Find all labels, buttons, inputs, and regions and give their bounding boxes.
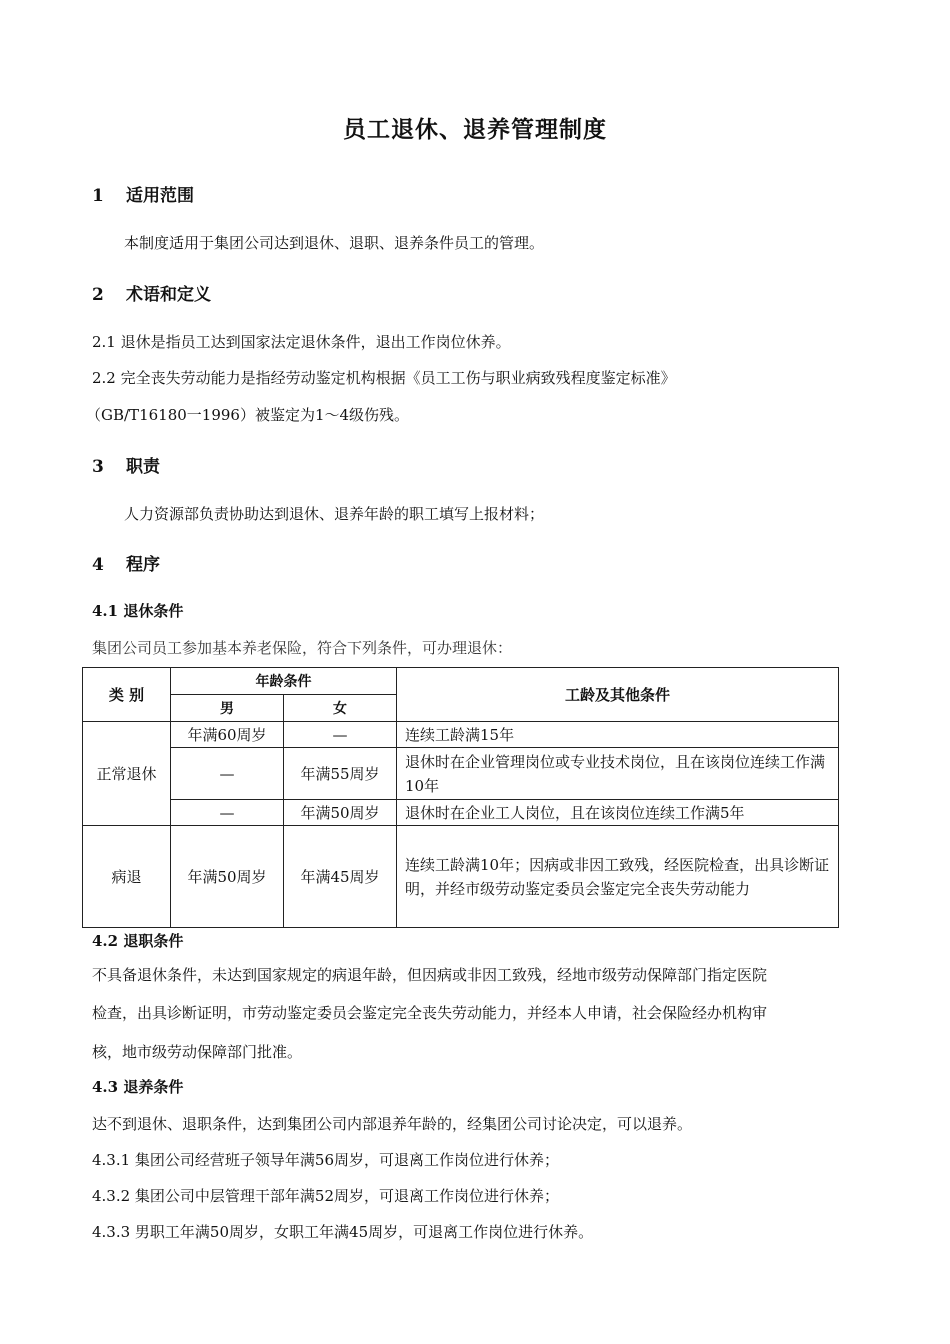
section-1-text: 本制度适用于集团公司达到退休、退职、退养条件员工的管理。 <box>124 234 545 252</box>
header-female: 女 <box>284 695 397 722</box>
category-sick-retirement: 病退 <box>83 826 171 928</box>
section-number: 3 <box>92 457 104 477</box>
section-title: 术语和定义 <box>126 285 211 305</box>
section-3-heading <box>92 452 160 477</box>
subsection-4-3-heading: 4.3 退养条件 <box>92 1078 184 1096</box>
subsection-4-2-line-2: 检查，出具诊断证明，市劳动鉴定委员会鉴定完全丧失劳动能力，并经本人申请，社会保险经办机构审 <box>92 1004 768 1022</box>
section-1-heading <box>92 181 194 206</box>
section-title: 程序 <box>126 555 160 575</box>
section-title: 职责 <box>126 457 160 477</box>
section-number: 4 <box>92 555 104 575</box>
table-row <box>83 826 839 928</box>
female-age-cell: 年满45周岁 <box>284 826 397 928</box>
subsection-4-3-intro: 达不到退休、退职条件，达到集团公司内部退养年龄的，经集团公司讨论决定，可以退养。 <box>92 1115 693 1133</box>
other-conditions-cell: 退休时在企业管理岗位或专业技术岗位，且在该岗位连续工作满10年 <box>397 748 839 800</box>
subsection-4-1-intro: 集团公司员工参加基本养老保险，符合下列条件，可办理退休： <box>92 639 513 657</box>
male-age-cell: — <box>171 748 284 800</box>
section-number: 1 <box>92 186 104 206</box>
subsection-4-2-line-3: 核，地市级劳动保障部门批准。 <box>92 1043 303 1061</box>
header-other-conditions: 工龄及其他条件 <box>397 668 839 722</box>
definition-2-2-continued: （GB/T16180一1996）被鉴定为1～4级伤残。 <box>86 406 410 424</box>
female-age-cell: 年满55周岁 <box>284 748 397 800</box>
header-age-conditions: 年龄条件 <box>171 668 397 695</box>
definition-2-2: 2.2 完全丧失劳动能力是指经劳动鉴定机构根据《员工工伤与职业病致残程度鉴定标准》 <box>92 369 676 387</box>
other-conditions-cell: 连续工龄满15年 <box>397 722 839 748</box>
header-male: 男 <box>171 695 284 722</box>
retirement-conditions-table <box>82 667 839 928</box>
subsection-4-1-heading: 4.1 退休条件 <box>92 602 184 620</box>
clause-4-3-3: 4.3.3 男职工年满50周岁，女职工年满45周岁，可退离工作岗位进行休养。 <box>92 1223 594 1241</box>
section-2-heading <box>92 280 211 305</box>
clause-4-3-1: 4.3.1 集团公司经营班子领导年满56周岁，可退离工作岗位进行休养； <box>92 1151 560 1169</box>
other-conditions-cell: 连续工龄满10年；因病或非因工致残，经医院检查，出具诊断证明，并经市级劳动鉴定委员会鉴定完全丧失劳动能力 <box>397 826 839 928</box>
subsection-4-2-heading: 4.2 退职条件 <box>92 932 184 950</box>
category-normal-retirement: 正常退休 <box>83 722 171 826</box>
male-age-cell: — <box>171 800 284 826</box>
subsection-4-2-line-1: 不具备退休条件，未达到国家规定的病退年龄，但因病或非因工致残，经地市级劳动保障部门指定医院 <box>92 966 768 984</box>
female-age-cell: — <box>284 722 397 748</box>
clause-4-3-2: 4.3.2 集团公司中层管理干部年满52周岁，可退离工作岗位进行休养； <box>92 1187 560 1205</box>
female-age-cell: 年满50周岁 <box>284 800 397 826</box>
table-row <box>83 800 839 826</box>
section-title: 适用范围 <box>126 186 194 206</box>
header-category: 类 别 <box>83 668 171 722</box>
male-age-cell: 年满50周岁 <box>171 826 284 928</box>
section-number: 2 <box>92 285 104 305</box>
section-3-text: 人力资源部负责协助达到退休、退养年龄的职工填写上报材料； <box>124 505 545 523</box>
definition-2-1: 2.1 退休是指员工达到国家法定退休条件，退出工作岗位休养。 <box>92 333 511 351</box>
male-age-cell: 年满60周岁 <box>171 722 284 748</box>
table-row <box>83 748 839 800</box>
table-row <box>83 722 839 748</box>
section-4-heading <box>92 550 160 575</box>
other-conditions-cell: 退休时在企业工人岗位，且在该岗位连续工作满5年 <box>397 800 839 826</box>
document-title: 员工退休、退养管理制度 <box>343 116 607 143</box>
